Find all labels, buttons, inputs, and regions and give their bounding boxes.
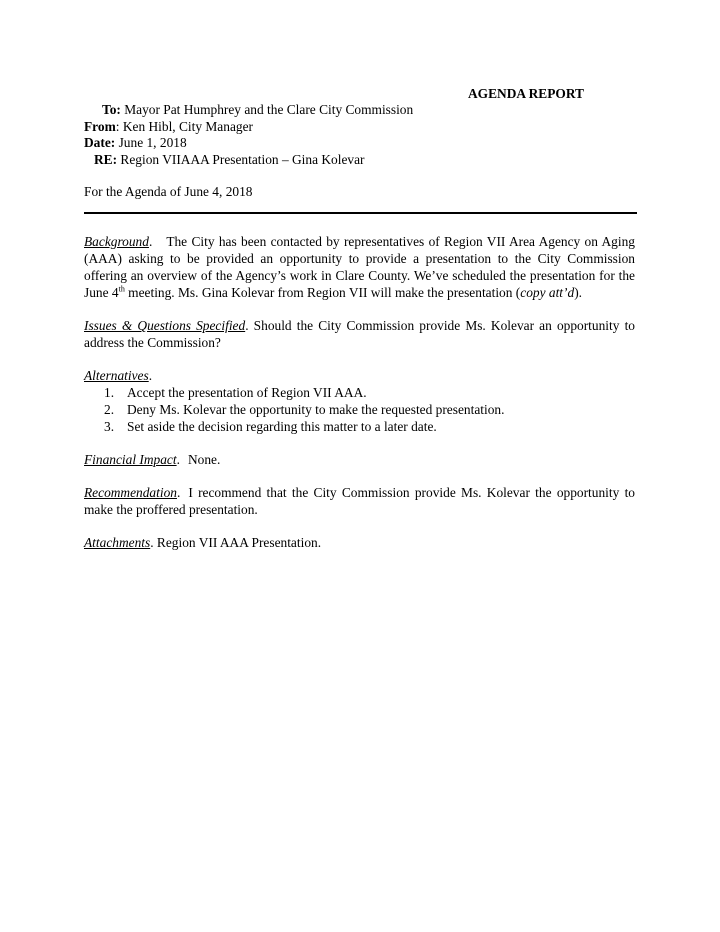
issues-text: Should the City Commission provide Ms. Kolevar an opportunity to address the Commission? [84, 318, 635, 350]
recommendation-title: Recommendation [84, 485, 177, 500]
from-label: From [84, 118, 116, 134]
financial-section: Financial Impact. None. [84, 452, 221, 467]
list-item: 2. Deny Ms. Kolevar the opportunity to make the requested presentation. [104, 402, 505, 417]
background-superscript: th [118, 284, 125, 294]
re-line [84, 151, 644, 168]
list-item: 1. Accept the presentation of Region VII AAA. [104, 385, 367, 400]
memo-header [84, 101, 644, 167]
background-italic: copy att’d [520, 285, 575, 300]
re-value: Region VIIAAA Presentation – Gina Kolevar [120, 151, 365, 167]
date-value: June 1, 2018 [118, 135, 187, 150]
recommendation-text: I recommend that the City Commission provide Ms. Kolevar the opportunity to make the proffered presentation. [84, 485, 635, 517]
attachments-section: Attachments. Region VII AAA Presentation. [84, 535, 322, 550]
horizontal-divider [84, 212, 637, 214]
financial-text: None. [187, 452, 221, 467]
background-text-3: ). [574, 285, 582, 300]
alternatives-section: Alternatives. 1. Accept the presentation of Region VII AAA. 2. Deny Ms. Kolevar the opportunity to make the requested presentation. 3. Set aside the decision regarding this matter to a later date. [84, 367, 635, 435]
re-label: RE: [94, 151, 118, 167]
issues-section: Issues & Questions Specified. Should the City Commission provide Ms. Kolevar an opportunity to address the Commission? [84, 318, 635, 350]
background-section: Background. The City has been contacted by representatives of Region VII Area Agency on Aging (AAA) asking to be provided an opportunity to provide a presentation to the City Commission offering an overview of the Agency’s work in Clare County. We’ve scheduled the presentation for the June 4th meeting. Ms. Gina Kolevar from Region VII will make the presentation (copy att’d). [84, 234, 635, 300]
background-text-2: meeting. Ms. Gina Kolevar from Region VII will make the presentation ( [124, 285, 521, 300]
agenda-date-line: For the Agenda of June 4, 2018 [84, 184, 253, 199]
date-label: Date: [84, 135, 116, 150]
from-value: Ken Hibl, City Manager [122, 118, 253, 134]
from-colon: : [115, 118, 120, 134]
list-item: 3. Set aside the decision regarding this matter to a later date. [104, 419, 437, 434]
background-text-1: The City has been contacted by representatives of Region VII Area Agency on Aging (AAA) asking to be provided an opportunity to provide a presentation to the City Commission offering an overview of the Agency’s work in Clare County. We’ve scheduled the presentation for the June 4 [84, 234, 635, 300]
alternatives-list [84, 384, 635, 435]
background-title: Background [84, 234, 149, 249]
from-line [84, 118, 644, 135]
recommendation-section: Recommendation. I recommend that the City Commission provide Ms. Kolevar the opportunity to make the proffered presentation. [84, 485, 635, 517]
to-label: To: [102, 102, 121, 117]
to-value: Mayor Pat Humphrey and the Clare City Commission [124, 102, 414, 117]
attachments-text: Region VII AAA Presentation. [156, 535, 322, 550]
date-line [84, 134, 644, 151]
to-line [84, 101, 644, 118]
attachments-title: Attachments [84, 535, 151, 550]
report-title: AGENDA REPORT [468, 86, 584, 101]
alternatives-title: Alternatives [84, 368, 149, 383]
issues-title: Issues & Questions Specified [84, 318, 246, 333]
financial-title: Financial Impact [84, 452, 177, 467]
report-body [84, 233, 635, 567]
